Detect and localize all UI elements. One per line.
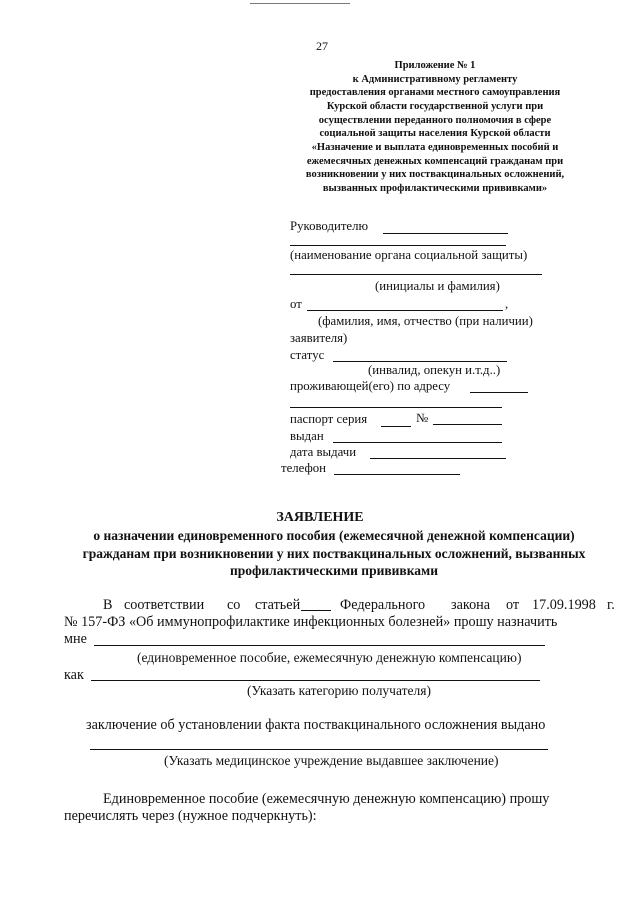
article-blank[interactable] (301, 610, 331, 611)
address-label: проживающей(его) по адресу (290, 379, 451, 393)
appendix-line: ежемесячных денежных компенсаций гражданам при (306, 156, 564, 167)
body-line: № 157-ФЗ «Об иммунопрофилактике инфекционных болезней» прошу назначить (64, 614, 558, 630)
applicant-caption: заявителя) (290, 331, 348, 345)
conclusion-text: заключение об установлении факта поствакцинального осложнения выдано (86, 717, 546, 733)
benefit-caption: (единовременное пособие, ежемесячную денежную компенсацию) (137, 650, 522, 665)
initials-caption: (инициалы и фамилия) (375, 279, 500, 293)
body-word: закона (451, 597, 491, 613)
organ-blank[interactable] (290, 245, 506, 246)
head-label: Руководителю (290, 219, 369, 233)
body-word: статьей (255, 597, 301, 613)
statement-title: ЗАЯВЛЕНИЕ (276, 510, 364, 525)
body-word: со (227, 597, 241, 613)
passport-no-label: № (416, 411, 429, 425)
appendix-line: осуществлении переданного полномочия в сфере (318, 115, 552, 126)
from-label: от (290, 297, 302, 311)
issued-blank[interactable] (333, 442, 502, 443)
body-word: Федерального (340, 597, 426, 613)
body-line: перечислять через (нужное подчеркнуть): (64, 808, 317, 824)
issue-date-label: дата выдачи (290, 445, 357, 459)
address-blank[interactable] (470, 392, 528, 393)
passport-number-blank[interactable] (433, 424, 502, 425)
institution-blank[interactable] (90, 749, 548, 750)
page-number: 27 (316, 39, 328, 53)
address-blank-2[interactable] (290, 407, 502, 408)
organ-caption: (наименование органа социальной защиты) (290, 248, 528, 262)
category-blank[interactable] (91, 680, 540, 681)
statement-subtitle: о назначении единовременного пособия (ежемесячной денежной компенсации) гражданам при возникновении у них поствакцинальных осложнений, вызванных профилактическими прививками (82, 528, 586, 578)
body-word: соответствии (124, 597, 205, 613)
phone-blank[interactable] (334, 474, 460, 475)
passport-series-blank[interactable] (381, 426, 411, 427)
appendix-line: возникновении у них поствакцинальных осложнений, (305, 169, 565, 180)
appendix-line: вызванных профилактическими прививками» (322, 183, 548, 194)
status-caption: (инвалид, опекун и.т.д..) (368, 363, 501, 377)
body-word: от (506, 597, 520, 613)
from-comma: , (505, 297, 509, 311)
top-rule (250, 3, 350, 4)
category-caption: (Указать категорию получателя) (247, 683, 431, 698)
body-line: Единовременное пособие (ежемесячную денежную компенсацию) прошу (103, 791, 550, 807)
status-blank[interactable] (333, 361, 507, 362)
body-word: В (103, 597, 113, 613)
body-word: 17.09.1998 (532, 597, 596, 613)
appendix-line: к Административному регламенту (352, 74, 518, 85)
institution-caption: (Указать медицинское учреждение выдавшее заключение) (164, 753, 499, 768)
as-label: как (64, 667, 84, 683)
body-line: мне (64, 631, 87, 647)
appendix-line: Курской области государственной услуги при (326, 101, 544, 112)
initials-blank[interactable] (290, 274, 542, 275)
appendix-line: «Назначение и выплата единовременных пособий и (311, 142, 559, 153)
benefit-blank[interactable] (94, 645, 545, 646)
appendix-line: социальной защиты населения Курской области (319, 128, 551, 139)
status-label: статус (290, 348, 325, 362)
issued-label: выдан (290, 429, 324, 443)
phone-label: телефон (281, 461, 327, 475)
appendix-line: предоставления органами местного самоуправления (309, 87, 561, 98)
head-blank[interactable] (383, 233, 508, 234)
from-blank[interactable] (307, 310, 503, 311)
body-word: г. (607, 597, 615, 613)
issue-date-blank[interactable] (370, 458, 506, 459)
appendix-line: Приложение № 1 (394, 60, 476, 71)
fio-caption: (фамилия, имя, отчество (при наличии) (318, 314, 533, 328)
passport-label: паспорт серия (290, 412, 368, 426)
